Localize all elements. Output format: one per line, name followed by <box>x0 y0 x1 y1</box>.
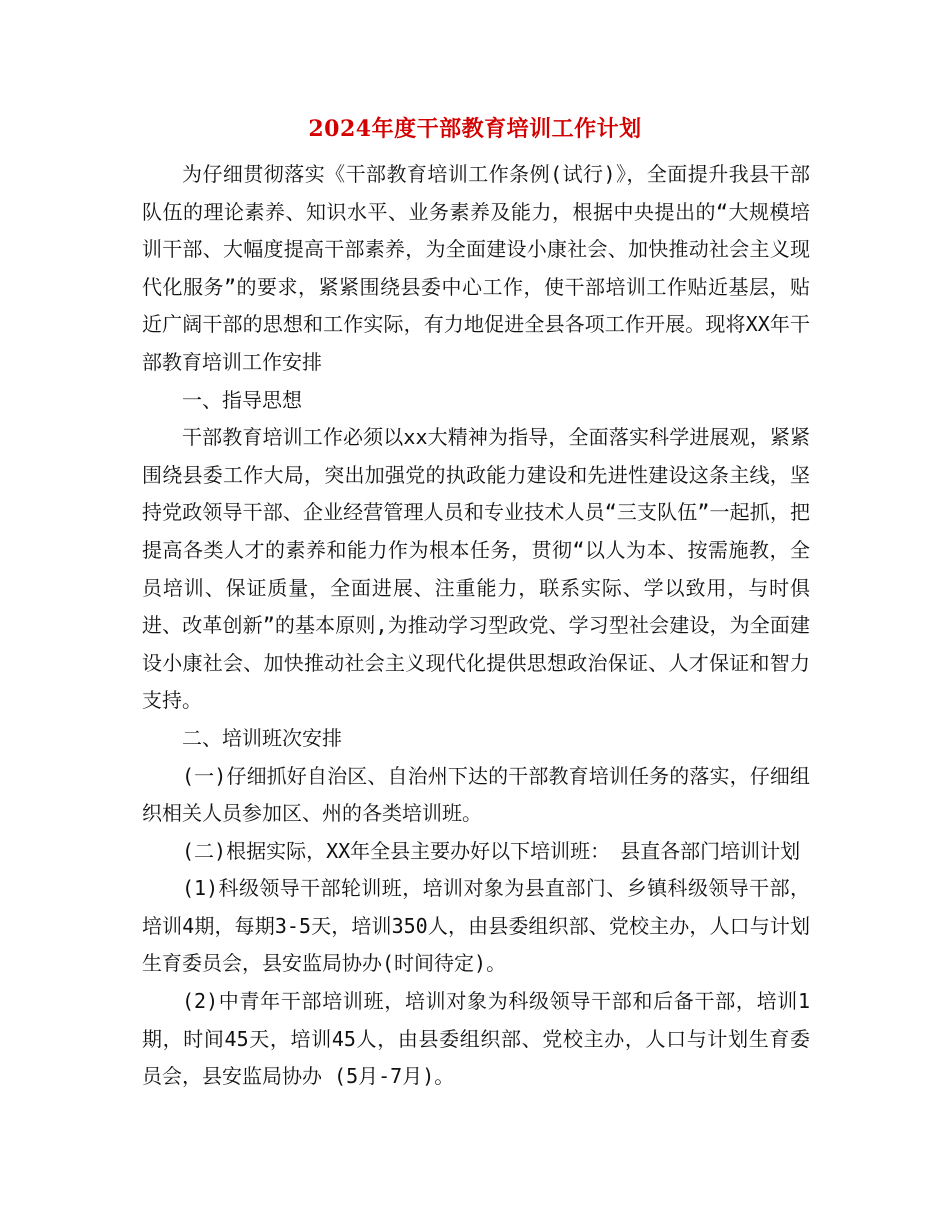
document-title: 2024年度干部教育培训工作计划 <box>308 116 642 142</box>
arrangement-item-2: (二)根据实际，XX年全县主要办好以下培训班： 县直各部门培训计划 <box>182 838 801 863</box>
section-heading-guiding-ideology: 一、指导思想 <box>182 387 302 412</box>
section-heading-training-arrangement: 二、培训班次安排 <box>182 725 342 750</box>
intro-paragraph: 为仔细贯彻落实《干部教育培训工作条例(试行)》，全面提升我县干部队伍的理论素养、知识水平、业务素养及能力，根据中央提出的“大规模培训干部、大幅度提高干部素养，为全面建设小康社会、加快推动社会主义现代化服务”的要求，紧紧围绕县委中心工作，使干部培训工作贴近基层，贴近广阔干部的思想和工作实际，有力地促进全县各项工作开展。现将XX年干部教育培训工作安排 <box>142 162 810 374</box>
guiding-ideology-paragraph: 干部教育培训工作必须以xx大精神为指导，全面落实科学进展观，紧紧围绕县委工作大局，突出加强党的执政能力建设和先进性建设这条主线，坚持党政领导干部、企业经营管理人员和专业技术人员“三支队伍”一起抓，把提高各类人才的素养和能力作为根本任务，贯彻“以人为本、按需施教，全员培训、保证质量，全面进展、注重能力，联系实际、学以致用，与时俱进、改革创新”的基本原则,为推动学习型政党、学习型社会建设，为全面建设小康社会、加快推动社会主义现代化提供思想政治保证、人才保证和智力支持。 <box>142 425 810 713</box>
arrangement-item-1: (一)仔细抓好自治区、自治州下达的干部教育培训任务的落实，仔细组织相关人员参加区、州的各类培训班。 <box>142 763 810 826</box>
training-class-2: (2)中青年干部培训班，培训对象为科级领导干部和后备干部，培训1期，时间45天，培训45人，由县委组织部、党校主办，人口与计划生育委员会，县安监局协办 (5月-7月)。 <box>142 989 810 1089</box>
training-class-1: (1)科级领导干部轮训班，培训对象为县直部门、乡镇科级领导干部，培训4期，每期3-5天，培训350人，由县委组织部、党校主办，人口与计划生育委员会，县安监局协办(时间待定)。 <box>142 876 810 976</box>
document-body <box>142 156 810 1096</box>
